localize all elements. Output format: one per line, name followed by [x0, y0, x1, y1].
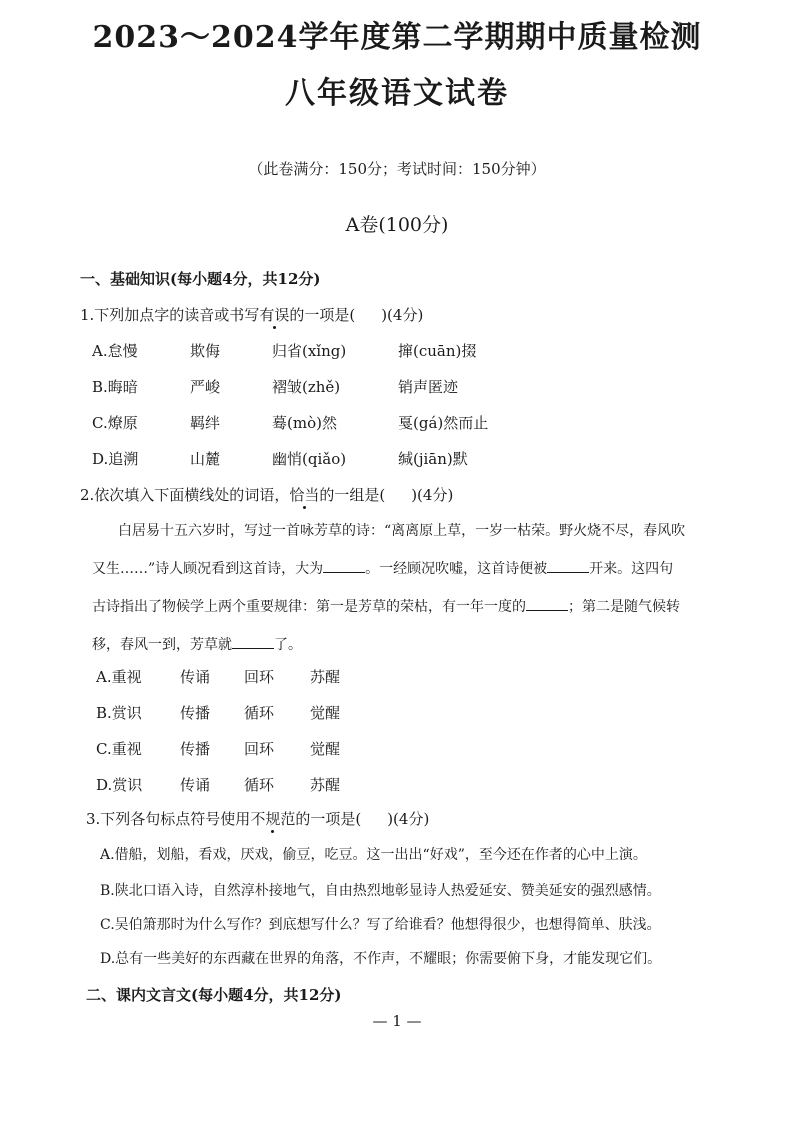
passage-text: 了。 — [274, 637, 302, 653]
option-cell: 传播 — [180, 704, 211, 722]
option-cell: 蓦(mò)然 — [272, 414, 337, 432]
option-cell: A.重视 — [96, 668, 142, 686]
option-cell: 回环 — [244, 740, 275, 758]
fill-blank-3[interactable] — [526, 598, 568, 611]
option-cell: C.燎原 — [92, 414, 138, 432]
passage-line-2 — [92, 558, 673, 578]
fill-blank-2[interactable] — [547, 560, 589, 573]
exam-title: 2023～2024学年度第二学期期中质量检测 — [92, 20, 702, 55]
question-1 — [80, 304, 423, 325]
q3-post: 的一项是( — [295, 810, 362, 828]
q1-post: 的一项是( — [289, 306, 356, 324]
option-cell: 羁绊 — [190, 414, 221, 432]
option-cell: 戛(gá)然而止 — [398, 414, 489, 432]
q3-option-d[interactable]: D.总有一些美好的东西藏在世界的角落，不作声，不耀眼；你需要俯下身，才能发现它们。 — [100, 951, 662, 967]
option-cell: B.晦暗 — [92, 378, 138, 396]
q3-option-b[interactable]: B.陕北口语入诗，自然淳朴接地气，自由热烈地彰显诗人热爱延安、赞美延安的强烈感情。 — [100, 883, 661, 899]
page-number: — 1 — — [372, 1012, 422, 1030]
q2-dotted: 恰当 — [289, 486, 320, 504]
passage-text: 移，春风一到，芳草就 — [92, 637, 232, 653]
passage-text: 。一经顾况吹嘘，这首诗便被 — [365, 561, 548, 577]
option-cell: B.赏识 — [96, 704, 142, 722]
option-cell: 觉醒 — [310, 704, 341, 722]
option-cell: 幽悄(qiǎo) — [272, 450, 347, 468]
q3-option-a[interactable]: A.借船，划船，看戏，厌戏，偷豆，吃豆。这一出出“好戏”，至今还在作者的心中上演。 — [100, 847, 647, 863]
fill-blank-4[interactable] — [232, 636, 274, 649]
q1-dotted: 有误 — [259, 306, 290, 324]
option-cell: 觉醒 — [310, 740, 341, 758]
passage-line-1: 白居易十五六岁时，写过一首咏芳草的诗：“离离原上草，一岁一枯荣。野火烧不尽，春风吹 — [118, 523, 686, 539]
question-3 — [86, 808, 429, 829]
passage-text: 开来。这四句 — [589, 561, 674, 577]
q3-option-c[interactable]: C.吴伯箫那时为什么写作？到底想写什么？写了给谁看？他想得很少，也想得简单、肤浅。 — [100, 917, 661, 933]
option-cell: 传诵 — [180, 776, 211, 794]
option-cell: D.赏识 — [96, 776, 143, 794]
q3-dotted: 不规范 — [250, 810, 296, 828]
option-cell: 回环 — [244, 668, 275, 686]
option-cell: D.追溯 — [92, 450, 139, 468]
passage-line-3 — [92, 596, 680, 616]
part2-heading: 二、课内文言文(每小题4分，共12分) — [86, 986, 342, 1004]
q2-post: 的一组是( — [319, 486, 386, 504]
passage-text: ；第二是随气候转 — [568, 599, 680, 615]
option-cell: 山麓 — [190, 450, 221, 468]
q3-score: )(4分) — [387, 810, 430, 828]
option-cell: 撺(cuān)掇 — [398, 342, 477, 360]
q2-pre: 2.依次填入下面横线处的词语， — [80, 486, 290, 504]
option-cell: 销声匿迹 — [398, 378, 459, 396]
option-cell: 褶皱(zhě) — [272, 378, 341, 396]
option-cell: 循环 — [244, 776, 275, 794]
option-cell: 归省(xǐng) — [272, 342, 347, 360]
question-2 — [80, 484, 453, 505]
option-cell: 严峻 — [190, 378, 221, 396]
exam-subtitle: 八年级语文试卷 — [285, 76, 509, 111]
option-cell: 传播 — [180, 740, 211, 758]
fill-blank-1[interactable] — [323, 560, 365, 573]
option-cell: 苏醒 — [310, 776, 341, 794]
section-a-title: A卷(100分) — [345, 214, 449, 236]
q1-score: )(4分) — [381, 306, 424, 324]
part1-heading: 一、基础知识(每小题4分，共12分) — [80, 270, 321, 288]
option-cell: 苏醒 — [310, 668, 341, 686]
q3-pre: 3.下列各句标点符号使用 — [86, 810, 251, 828]
passage-text: 古诗指出了物候学上两个重要规律：第一是芳草的荣枯，有一年一度的 — [92, 599, 526, 615]
option-cell: C.重视 — [96, 740, 142, 758]
option-cell: A.怠慢 — [92, 342, 138, 360]
option-cell: 传诵 — [180, 668, 211, 686]
passage-line-4 — [92, 634, 302, 654]
option-cell: 欺侮 — [190, 342, 221, 360]
passage-text: 又生……”诗人顾况看到这首诗，大为 — [92, 561, 324, 577]
q1-pre: 1.下列加点字的读音或书写 — [80, 306, 260, 324]
q2-score: )(4分) — [411, 486, 454, 504]
exam-note: （此卷满分：150分；考试时间：150分钟） — [248, 160, 546, 178]
option-cell: 缄(jiān)默 — [398, 450, 468, 468]
option-cell: 循环 — [244, 704, 275, 722]
